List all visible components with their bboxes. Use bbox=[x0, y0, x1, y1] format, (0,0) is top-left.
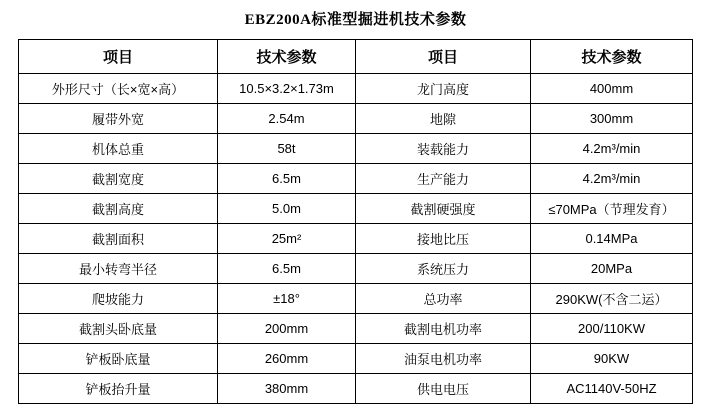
column-header-item-1: 项目 bbox=[19, 40, 218, 74]
cell-value: 10.5×3.2×1.73m bbox=[218, 74, 356, 104]
cell-value: 4.2m³/min bbox=[531, 134, 693, 164]
cell-value: ≤70MPa（节理发育） bbox=[531, 194, 693, 224]
cell-item: 龙门高度 bbox=[356, 74, 531, 104]
cell-item: 截割高度 bbox=[19, 194, 218, 224]
cell-item: 截割头卧底量 bbox=[19, 314, 218, 344]
cell-value: 0.14MPa bbox=[531, 224, 693, 254]
cell-value: 400mm bbox=[531, 74, 693, 104]
table-row bbox=[19, 164, 693, 194]
table-row bbox=[19, 224, 693, 254]
table-row bbox=[19, 74, 693, 104]
cell-value: 2.54m bbox=[218, 104, 356, 134]
table-row bbox=[19, 104, 693, 134]
cell-value: 20MPa bbox=[531, 254, 693, 284]
cell-item: 截割宽度 bbox=[19, 164, 218, 194]
cell-value: 58t bbox=[218, 134, 356, 164]
cell-value: 6.5m bbox=[218, 164, 356, 194]
table-row bbox=[19, 374, 693, 404]
cell-value: 25m² bbox=[218, 224, 356, 254]
table-row bbox=[19, 284, 693, 314]
table-row bbox=[19, 254, 693, 284]
table-row bbox=[19, 344, 693, 374]
column-header-value-2: 技术参数 bbox=[531, 40, 693, 74]
cell-item: 生产能力 bbox=[356, 164, 531, 194]
cell-value: 300mm bbox=[531, 104, 693, 134]
cell-item: 截割电机功率 bbox=[356, 314, 531, 344]
cell-value: 200mm bbox=[218, 314, 356, 344]
cell-value: ±18° bbox=[218, 284, 356, 314]
cell-item: 铲板抬升量 bbox=[19, 374, 218, 404]
cell-value: 4.2m³/min bbox=[531, 164, 693, 194]
cell-item: 铲板卧底量 bbox=[19, 344, 218, 374]
table-header-row bbox=[19, 40, 693, 74]
spec-table bbox=[18, 39, 693, 404]
cell-item: 截割面积 bbox=[19, 224, 218, 254]
page-title: EBZ200A标准型掘进机技术参数 bbox=[244, 12, 467, 28]
cell-item: 系统压力 bbox=[356, 254, 531, 284]
cell-value: 260mm bbox=[218, 344, 356, 374]
cell-value: AC1140V-50HZ bbox=[531, 374, 693, 404]
cell-item: 机体总重 bbox=[19, 134, 218, 164]
cell-item: 履带外宽 bbox=[19, 104, 218, 134]
table-row bbox=[19, 314, 693, 344]
cell-item: 地隙 bbox=[356, 104, 531, 134]
cell-value: 290KW(不含二运） bbox=[531, 284, 693, 314]
cell-value: 200/110KW bbox=[531, 314, 693, 344]
cell-item: 爬坡能力 bbox=[19, 284, 218, 314]
column-header-value-1: 技术参数 bbox=[218, 40, 356, 74]
cell-value: 380mm bbox=[218, 374, 356, 404]
cell-value: 90KW bbox=[531, 344, 693, 374]
cell-item: 截割硬强度 bbox=[356, 194, 531, 224]
cell-item: 供电电压 bbox=[356, 374, 531, 404]
cell-value: 6.5m bbox=[218, 254, 356, 284]
cell-item: 装载能力 bbox=[356, 134, 531, 164]
cell-item: 总功率 bbox=[356, 284, 531, 314]
cell-item: 外形尺寸（长×宽×高） bbox=[19, 74, 218, 104]
column-header-item-2: 项目 bbox=[356, 40, 531, 74]
table-row bbox=[19, 134, 693, 164]
cell-item: 油泵电机功率 bbox=[356, 344, 531, 374]
table-row bbox=[19, 194, 693, 224]
cell-item: 最小转弯半径 bbox=[19, 254, 218, 284]
cell-item: 接地比压 bbox=[356, 224, 531, 254]
cell-value: 5.0m bbox=[218, 194, 356, 224]
